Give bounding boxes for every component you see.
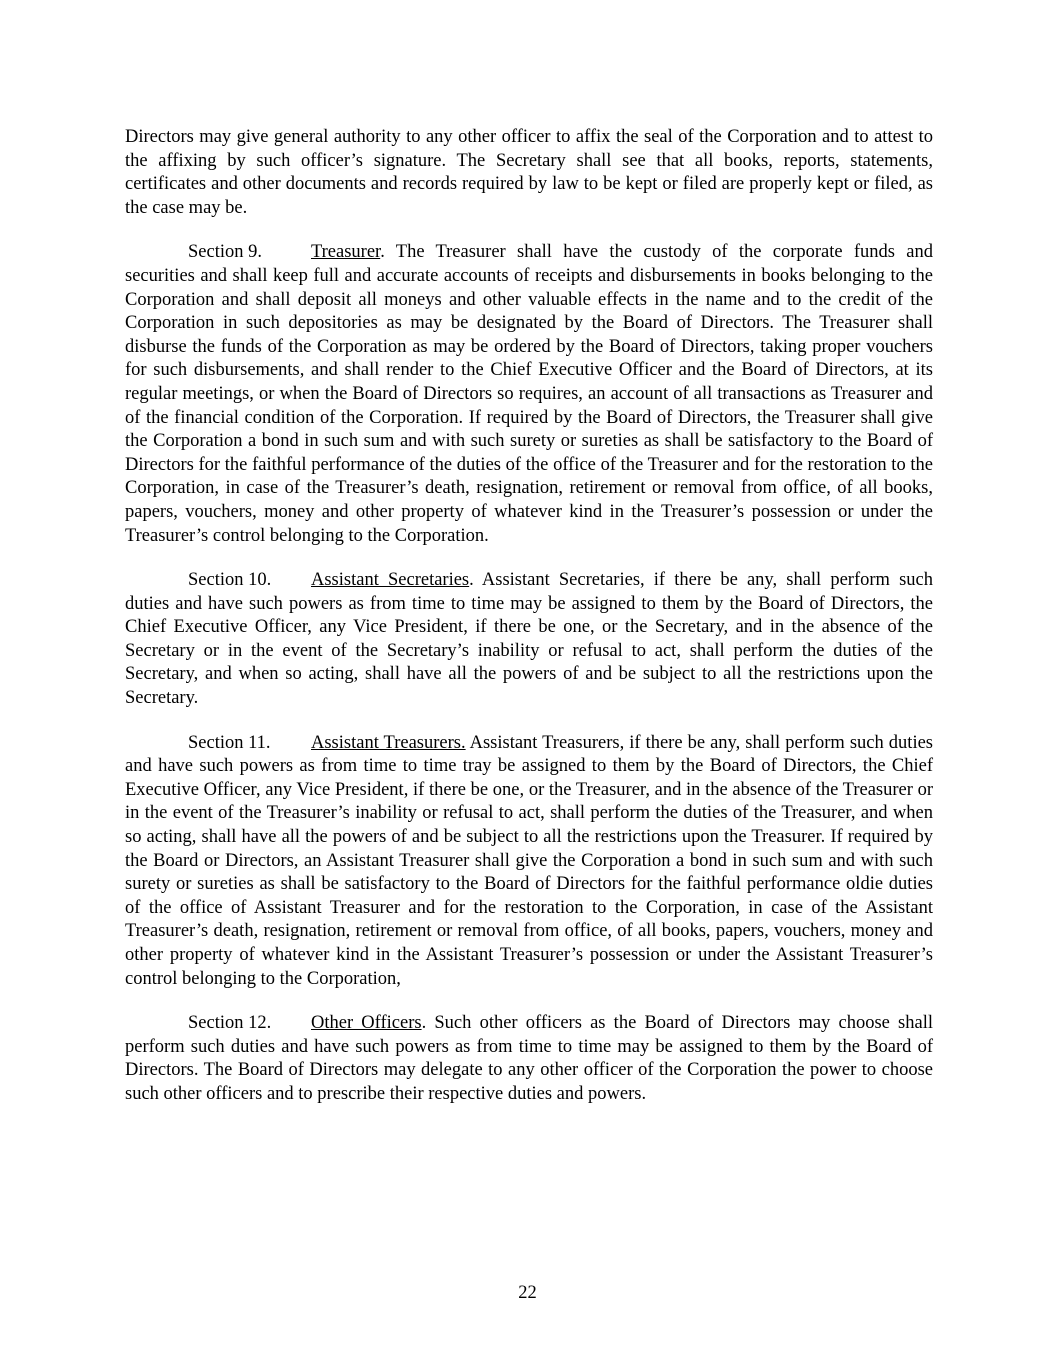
section-title: Assistant Treasurers. bbox=[311, 732, 466, 753]
section-body: Assistant Treasurers, if there be any, shall perform such duties and have such powers as from time to time tray be assigned to them by the Board of Directors, the Chief Executive Officer, any Vice President, if there be one, or the Treasurer, and in the absence of the Treasurer or in the event of the Treasurer’s inability or refusal to act, shall perform the duties of the Treasurer, and when so acting, shall have all the powers of and be subject to all the restrictions upon the Treasurer. If required by the Board or Directors, an Assistant Treasurer shall give the Corporation a bond in such sum and with such surety or sureties as shall be satisfactory to the Board of Directors for the faithful performance oldie duties of the office of Assistant Treasurer and for the restoration to the Corporation, in case of the Assistant Treasurer’s death, resignation, retirement or removal from office, of all books, papers, vouchers, money and other property of whatever kind in the Assistant Treasurer’s possession or under the Assistant Treasurer’s control belonging to the Corporation, bbox=[125, 732, 933, 989]
section-11-paragraph bbox=[125, 732, 933, 992]
section-number: Section 11. bbox=[188, 732, 271, 753]
section-10-paragraph bbox=[125, 569, 933, 711]
section-title-suffix: . bbox=[469, 570, 474, 591]
document-body bbox=[125, 126, 933, 1128]
section-12-paragraph bbox=[125, 1012, 933, 1106]
section-number: Section 9. bbox=[188, 242, 262, 263]
section-number: Section 10. bbox=[188, 570, 272, 591]
section-title: Treasurer bbox=[311, 242, 381, 263]
continuation-paragraph: Directors may give general authority to any other officer to affix the seal of the Corporation and to attest to the affixing by such officer’s signature. The Secretary shall see that all books, reports, statements, certificates and other documents and records required by law to be kept or filed are properly kept or filed, as the case may be. bbox=[125, 127, 933, 218]
section-body: Assistant Secretaries, if there be any, shall perform such duties and have such powers as from time to time may be assigned to them by the Board of Directors, the Chief Executive Officer, any Vice President, if there be one, or the Secretary, and in the absence of the Secretary or in the event of the Secretary’s inability or refusal to act, shall perform the duties of the Secretary, and when so acting, shall have all the powers of and be subject to all the restrictions upon the Secretary. bbox=[125, 570, 933, 709]
section-title-suffix: . bbox=[380, 242, 385, 263]
section-title: Other Officers bbox=[311, 1013, 422, 1034]
section-title-suffix: . bbox=[421, 1013, 427, 1034]
section-title: Assistant Secretaries bbox=[311, 570, 470, 591]
page-number: 22 bbox=[518, 1283, 537, 1303]
section-9-paragraph bbox=[125, 241, 933, 548]
section-number: Section 12. bbox=[188, 1013, 272, 1034]
section-body: Such other officers as the Board of Directors may choose shall perform such duties and have such powers as from time to time may be assigned to them by the Board of Directors. The Board of Directors may delegate to any other officer of the Corporation the power to choose such other officers and to prescribe their respective duties and powers. bbox=[125, 1013, 933, 1104]
section-body: The Treasurer shall have the custody of the corporate funds and securities and shall keep full and accurate accounts of receipts and disbursements in books belonging to the Corporation and shall deposit all moneys and other valuable effects in the name and to the credit of the Corporation in such depositories as may be designated by the Board of Directors. The Treasurer shall disburse the funds of the Corporation as may be ordered by the Board of Directors, taking proper vouchers for such disbursements, and shall render to the Chief Executive Officer and the Board of Directors, at its regular meetings, or when the Board of Directors so requires, an account of all transactions as Treasurer and of the financial condition of the Corporation. If required by the Board of Directors, the Treasurer shall give the Corporation a bond in such sum and with such surety or sureties as shall be satisfactory to the Board of Directors for the faithful performance of the duties of the office of the Treasurer and for the restoration to the Corporation, in case of the Treasurer’s death, resignation, retirement or removal from office, of all books, papers, vouchers, money and other property of whatever kind in the Treasurer’s possession or under the Treasurer’s control belonging to the Corporation. bbox=[125, 242, 933, 546]
